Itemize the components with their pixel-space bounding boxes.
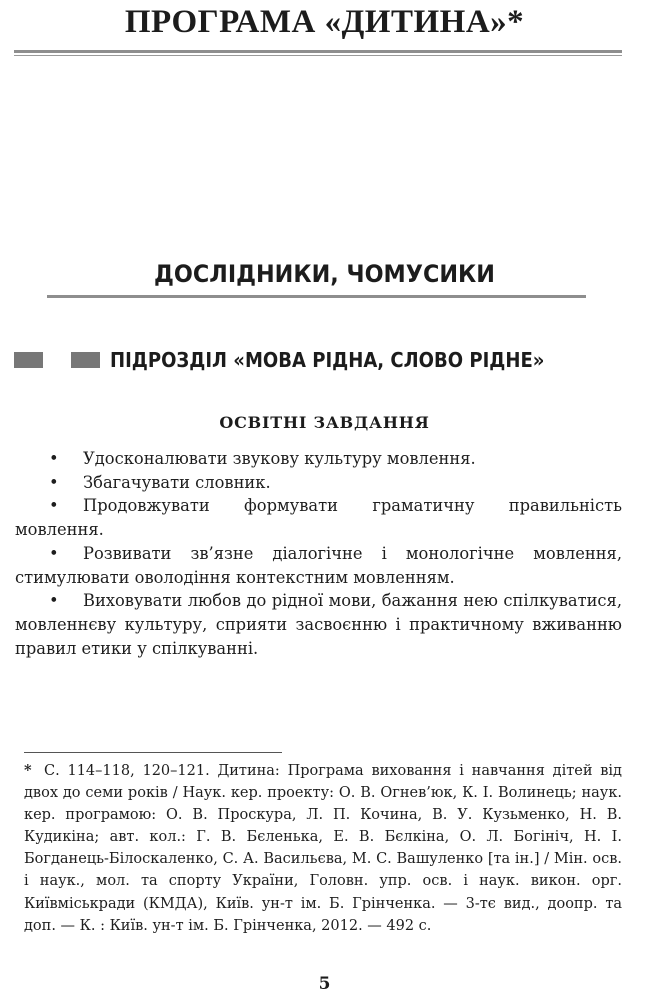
- main-title: ПРОГРАМА «ДИТИНА»*: [124, 4, 525, 40]
- bullet-icon: •: [49, 591, 59, 611]
- title-rule-thin: [14, 55, 622, 56]
- page-number: 5: [318, 974, 331, 994]
- task-text: Збагачувати словник.: [83, 472, 271, 492]
- bullet-icon: •: [49, 496, 59, 516]
- subsection-title: ПІДРОЗДІЛ «МОВА РІДНА, СЛОВО РІДНЕ»: [110, 348, 545, 372]
- footnote-separator: [24, 752, 282, 753]
- footnote-text: С. 114–118, 120–121. Дитина: Програма виховання і навчання дітей від двох до семи років / Наук. кер. проекту: О. В. Огнев’юк, К. І. Волинець; наук. кер. програмою: О. В. Проскура, Л. П. Кочина, В. У. Кузьменко, Н. В. Кудикіна; авт. кол.: Г. В. Бєленька, Е. В. Бєлкіна, О. Л. Богініч, Н. І. Богданець-Білоскаленко, С. А. Васильєва, М. С. Вашуленко [та ін.] / Мін. осв. і наук., мол. та спорту України, Головн. упр. осв. і наук. викон. орг. Київміськради (КМДА), Київ. ун-т ім. Б. Грінченка. — 3-тє вид., доопр. та доп. — К. : Київ. ун-т ім. Б. Грінченка, 2012. — 492 с.: [24, 763, 622, 934]
- task-text: Розвивати зв’язне діалогічне і монологічне мовлення, стимулювати оволодіння контекстним мовленням.: [15, 543, 622, 587]
- subsection-marker-right: [71, 352, 100, 368]
- bullet-icon: •: [49, 472, 59, 492]
- tasks-list: [15, 447, 622, 660]
- task-text: Продовжувати формувати граматичну правильність мовлення.: [15, 496, 622, 540]
- tasks-heading: ОСВІТНІ ЗАВДАННЯ: [219, 413, 430, 432]
- subsection-marker-left: [14, 352, 43, 368]
- section-title: ДОСЛІДНИКИ, ЧОМУСИКИ: [154, 260, 495, 288]
- task-item: [15, 542, 622, 589]
- section-rule: [47, 295, 586, 298]
- task-item: [15, 494, 622, 541]
- bullet-icon: •: [49, 449, 59, 468]
- bullet-icon: •: [49, 543, 59, 563]
- subsection-header: [0, 345, 649, 375]
- footnote: [24, 760, 622, 937]
- task-text: Удосконалювати звукову культуру мовлення.: [83, 449, 476, 468]
- footnote-mark: *: [24, 762, 32, 779]
- title-rule: [14, 50, 622, 53]
- task-text: Виховувати любов до рідної мови, бажання нею спілкуватися, мовленнєву культуру, сприяти засвоєнню і практичному вживанню правил етики у спілкуванні.: [15, 591, 622, 658]
- task-item: [15, 447, 622, 471]
- task-item: [15, 589, 622, 660]
- task-item: [15, 471, 622, 495]
